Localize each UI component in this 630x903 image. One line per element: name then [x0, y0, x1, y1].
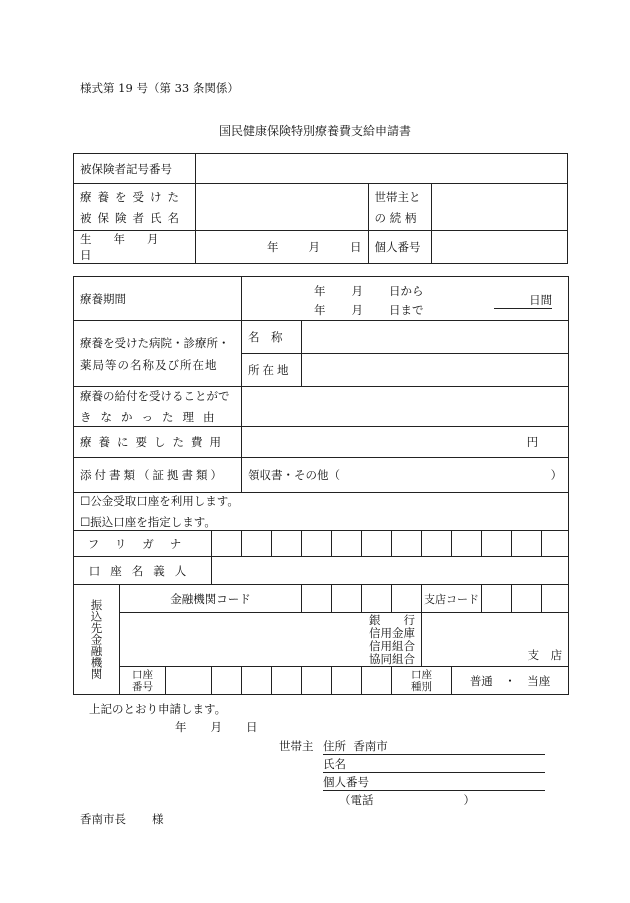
furigana-box[interactable]	[542, 531, 569, 557]
furigana-box[interactable]	[482, 531, 512, 557]
bank-code-box[interactable]	[302, 585, 332, 613]
bank-name-field[interactable]: 銀 行 信用金庫 信用組合 協同組合	[120, 613, 422, 667]
bank-code-box[interactable]	[332, 585, 362, 613]
personal-number-field[interactable]	[432, 231, 568, 264]
page-title: 国民健康保険特別療養費支給申請書	[218, 124, 411, 138]
personal-number-label: 個人番号	[368, 231, 432, 264]
addressee: 香南市長 様	[80, 812, 164, 826]
hospital-address-label: 所在地	[242, 354, 302, 387]
address-field[interactable]: 住所 香南市	[323, 738, 545, 755]
account-type-label: 口座 種別	[392, 667, 452, 695]
furigana-box[interactable]	[422, 531, 452, 557]
branch-code-box[interactable]	[512, 585, 542, 613]
option-transfer-account[interactable]: ☐振込口座を指定します。	[80, 515, 216, 529]
hospital-name-label: 名 称	[242, 321, 302, 354]
account-number-box[interactable]	[242, 667, 272, 695]
attachments-field[interactable]: 領収書・その他（ ）	[242, 458, 569, 493]
hospital-address-field[interactable]	[302, 354, 569, 387]
attachments-label: 添付書類（証拠書類）	[74, 458, 242, 493]
account-number-box[interactable]	[332, 667, 362, 695]
period-label: 療養期間	[74, 277, 242, 321]
bank-section-label: 振込先金融機関	[74, 585, 120, 695]
branch-code-box[interactable]	[542, 585, 569, 613]
bank-code-box[interactable]	[362, 585, 392, 613]
account-number-box[interactable]	[166, 667, 212, 695]
period-field[interactable]: 年 月 日から 年 月 日まで 日間	[242, 277, 569, 321]
furigana-box[interactable]	[452, 531, 482, 557]
birthdate-label: 生年月日	[74, 231, 196, 264]
account-holder-label: 口座名義人	[74, 557, 212, 585]
furigana-box[interactable]	[242, 531, 272, 557]
option-public-account[interactable]: ☐公金受取口座を利用します。	[80, 494, 239, 508]
reason-field[interactable]	[242, 387, 569, 427]
form-number: 様式第 19 号（第 33 条関係）	[80, 81, 239, 95]
branch-code-label: 支店コード	[422, 585, 482, 613]
insured-number-field[interactable]	[195, 154, 567, 184]
hospital-name-field[interactable]	[302, 321, 569, 354]
furigana-box[interactable]	[362, 531, 392, 557]
account-number-box[interactable]	[302, 667, 332, 695]
application-date[interactable]: 年 月 日	[175, 720, 258, 734]
name-field[interactable]: 氏名	[323, 756, 545, 773]
birthdate-field[interactable]: 年 月 日	[195, 231, 368, 264]
account-option-area	[74, 493, 569, 531]
period-days: 日間	[494, 292, 552, 309]
relationship-label: 世帯主と の 続 柄	[368, 184, 432, 231]
furigana-box[interactable]	[392, 531, 422, 557]
insured-number-label: 被保険者記号番号	[74, 154, 196, 184]
furigana-box[interactable]	[272, 531, 302, 557]
branch-code-box[interactable]	[482, 585, 512, 613]
personal-number-field[interactable]: 個人番号	[323, 774, 545, 791]
householder-label: 世帯主	[279, 739, 314, 753]
declaration: 上記のとおり申請します。	[89, 702, 227, 716]
relationship-field[interactable]	[432, 184, 568, 231]
bank-code-box[interactable]	[392, 585, 422, 613]
furigana-label: フリガナ	[74, 531, 212, 557]
patient-name-field[interactable]	[195, 184, 368, 231]
patient-name-label: 療養を受けた 被保険者氏名	[74, 184, 196, 231]
hospital-label: 療養を受けた病院・診療所・ 薬局等の名称及び所在地	[74, 321, 242, 387]
reason-label: 療養の給付を受けることがで きなかった理由	[74, 387, 242, 427]
phone-field[interactable]: （電話 ）	[339, 793, 475, 807]
cost-field[interactable]: 円	[242, 427, 569, 458]
bank-code-label: 金融機関コード	[120, 585, 302, 613]
account-number-label: 口座 番号	[120, 667, 166, 695]
cost-label: 療養に要した費用	[74, 427, 242, 458]
account-number-box[interactable]	[362, 667, 392, 695]
furigana-box[interactable]	[332, 531, 362, 557]
branch-name-field[interactable]: 支 店	[422, 613, 569, 667]
account-holder-field[interactable]	[212, 557, 569, 585]
account-type-options[interactable]: 普通 ・ 当座	[452, 667, 569, 695]
account-number-box[interactable]	[272, 667, 302, 695]
insured-info-table	[73, 153, 568, 264]
application-table	[73, 276, 569, 695]
furigana-box[interactable]	[302, 531, 332, 557]
furigana-box[interactable]	[512, 531, 542, 557]
account-number-box[interactable]	[212, 667, 242, 695]
furigana-box[interactable]	[212, 531, 242, 557]
